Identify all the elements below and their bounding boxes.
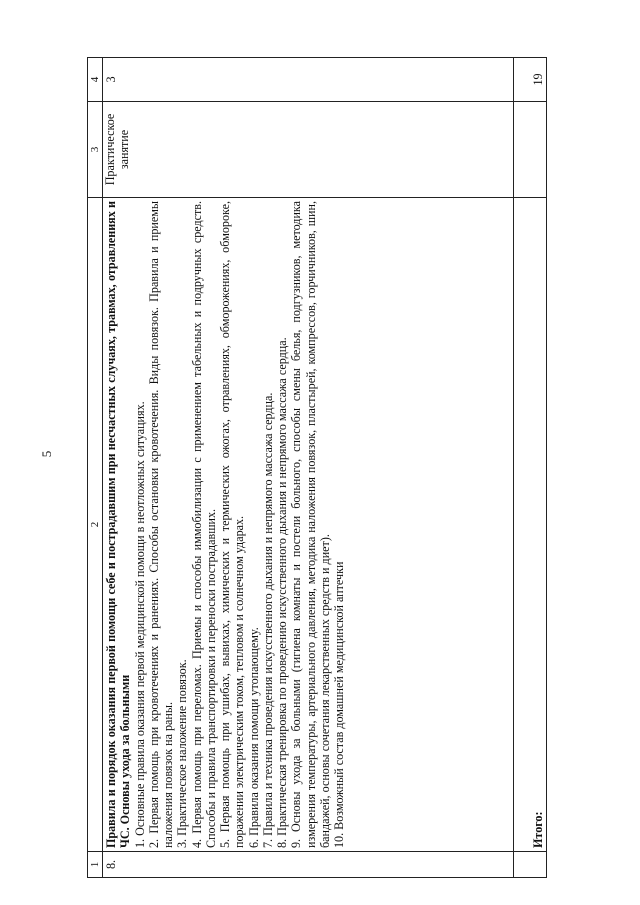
list-item: 6. Правила оказания помощи утопающему. <box>246 627 261 848</box>
list-item: 10. Возможный состав домашней медицинской аптечки <box>332 561 347 848</box>
list-item: 8. Практическая тренировка по проведению искусственного дыхания и непрямого массажа сердца. <box>275 337 290 848</box>
hours-value: 3 <box>104 76 118 83</box>
total-empty-cell <box>514 852 547 878</box>
total-label: Итого: <box>514 198 547 852</box>
header-col-4: 4 <box>88 58 103 102</box>
hours-cell <box>103 58 514 102</box>
topic-title: Правила и порядок оказания первой помощи себе и пострадавшим при несчастных случаях, травмах, отравлениях и ЧС. Основы ухода за больными <box>104 201 133 848</box>
row-number: 8. <box>103 852 514 878</box>
list-item: 9. Основы ухода за больными (гигиена комнаты и постели больного, способы смены белья, подгузников, методика измерения температуры, артериального давления, методика наложения повязок, пластырей, компрессов, горчичников, шин, бандажей, основы сочетания лекарственных средств и диет). <box>289 201 332 848</box>
page-number: 5 <box>39 450 54 458</box>
list-item: 3. Практическое наложение повязок. <box>175 659 190 848</box>
total-hours: 19 <box>514 58 547 102</box>
header-col-1: 1 <box>88 852 103 878</box>
topic-cell <box>103 198 514 852</box>
program-table-rotated <box>87 58 545 878</box>
table-row <box>103 58 514 878</box>
list-item: 4. Первая помощь при переломах. Приемы и способы иммобилизации с применением табельных и подручных средств. Способы и правила транспортировки и переноски пострадавших. <box>189 201 218 848</box>
header-col-3: 3 <box>88 102 103 198</box>
class-type-cell <box>103 102 514 198</box>
list-item: 7. Правила и техника проведения искусственного дыхания и непрямого массажа сердца. <box>260 392 275 848</box>
table-header-row <box>88 58 103 878</box>
list-item: 2. Первая помощь при кровотечениях и ранениях. Способы остановки кровотечения. Виды повязок. Правила и приемы наложения повязок на раны. <box>146 201 176 848</box>
list-item: 5. Первая помощь при ушибах, вывихах, химических и термических ожогах, отравлениях, обморожениях, обмороке, поражении электрическим током, тепловом и солнечном ударах. <box>218 201 247 848</box>
total-row <box>514 58 547 878</box>
header-col-2: 2 <box>88 198 103 852</box>
list-item: 1. Основные правила оказания первой медицинской помощи в неотложных ситуациях. <box>132 401 147 848</box>
class-type: Практическое занятие <box>103 113 131 186</box>
total-empty-cell <box>514 102 547 198</box>
program-table <box>87 57 547 878</box>
